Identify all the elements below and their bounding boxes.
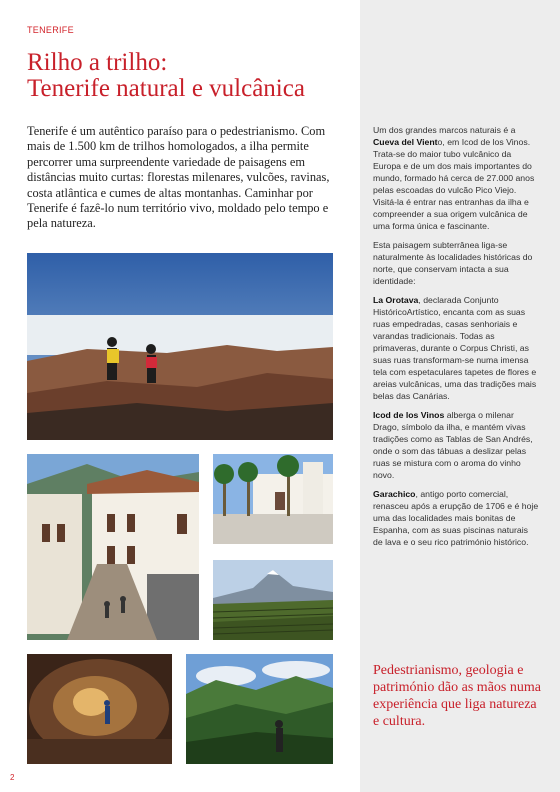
garachico-paragraph [373,488,539,548]
garachico-name: Garachico [373,489,416,499]
sidebar-text [373,124,539,555]
title-line-2: Tenerife natural e vulcânica [27,75,305,102]
cueva-text-lead: Um dos grandes marcos naturais é a [373,125,516,135]
section-tag: TENERIFE [27,25,74,35]
cueva-del-viento-photo [27,654,172,764]
historic-towns-paragraph: Esta paisagem subterrânea liga-se naturalmente às localidades históricas do norte, que conservam intacta a sua identidade: [373,240,533,286]
orotava-text: , declarada Conjunto HistóricoArtístico, encanta com as suas ruas empedradas, casas senhoriais e varandas tradicionais. Todas as primaveras, durante o Corpus Christi, as suas ruas transformam-se numa imensa tela com espetaculares tapetes de flores e areias vulcânicas, uma das tradições mais belas das Canárias. [373,295,537,401]
icod-paragraph [373,409,539,481]
anaga-forest-photo [186,654,333,764]
icod-text: alberga o milenar Drago, símbolo da ilha, e mantém vivas tradições como as Tablas de San Andrés, onde o som das tábuas a deslizar pelas ruas se mistura com o aroma do vinho novo. [373,410,533,480]
icod-plaza-photo [213,454,333,544]
pull-quote: Pedestrianismo, geologia e património dão as mãos numa experiência que liga natureza e cultura. [373,663,541,729]
cueva-name: Cueva del Vient [373,137,438,147]
cueva-paragraph [373,124,539,232]
orotava-name: La Orotava [373,295,419,305]
cueva-text: o, em Icod de los Vinos. Trata-se do maior tubo vulcânico da Europa e de um dos mais importantes do mundo, formado há cerca de 27.000 anos pelas escoadas do vulcão Pico Viejo. Visitá-la é entrar nas entranhas da ilha e compreender a sua origem vulcânica de uma forma única e fascinante. [373,137,535,231]
garachico-text: , antigo porto comercial, renasceu após a erupção de 1706 e é hoje uma das localidades mais bonitas de Espanha, com as suas piscinas naturais de lava e o seu rico património histórico. [373,489,539,547]
page-title [27,50,347,102]
orotava-paragraph [373,294,539,402]
hikers-photo [27,253,333,440]
intro-paragraph: Tenerife é um autêntico paraíso para o pedestrianismo. Com mais de 1.500 km de trilhos homologados, a ilha permite percorrer uma surpreendente variedade de paisagens em distâncias muito curtas: florestas milenares, vulcões, ravinas, costa atlântica e cumes de altas montanhas. Caminhar por Tenerife é fazê-lo num território vivo, moldado pelo tempo e pela natureza. [27,124,330,231]
page-number: 2 [10,773,15,782]
icod-name: Icod de los Vinos [373,410,445,420]
title-line-1: Rilho a trilho: [27,49,168,76]
orotava-street-photo [27,454,199,640]
vineyard-teide-photo [213,560,333,640]
